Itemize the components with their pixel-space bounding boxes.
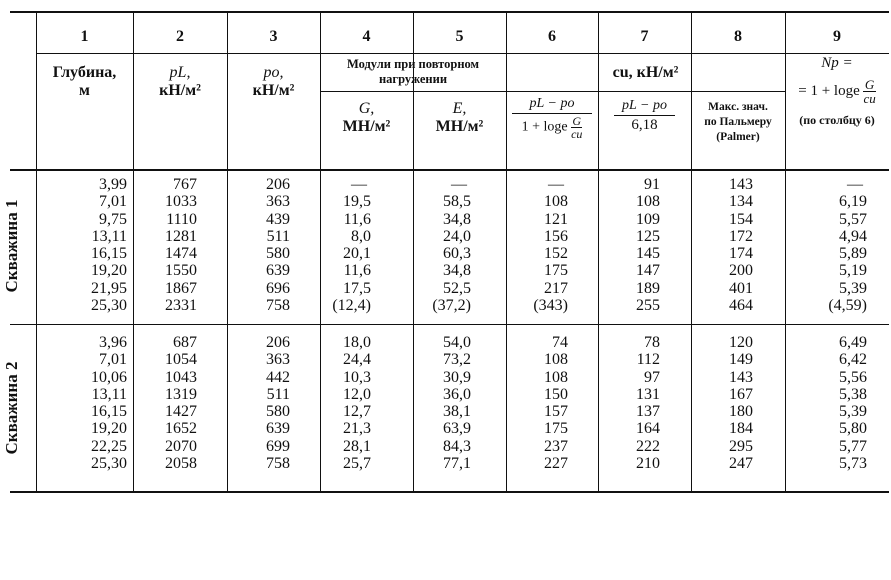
table-cell: —: [351, 176, 367, 193]
table-cell: 696: [266, 279, 290, 297]
table-cell: 13,11: [91, 227, 127, 245]
table-cell: 5,19: [839, 262, 867, 280]
table-cell: 1550: [165, 262, 197, 280]
table-cell: 363: [266, 351, 290, 369]
table-cell: 154: [729, 210, 753, 228]
table-cell: 145: [636, 245, 660, 263]
table-cell: 17,5: [343, 279, 371, 297]
table-cell: 78: [644, 334, 660, 351]
table-cell: 21,95: [91, 279, 127, 297]
column-po-group-1: [227, 176, 290, 314]
table-cell: 464: [729, 297, 753, 315]
table-cell: 11,6: [343, 210, 371, 228]
group-label-1: Скважина 1: [2, 199, 21, 293]
col-number-7: 7: [640, 28, 649, 45]
table-cell: 134: [729, 193, 753, 211]
cu6-formula: [506, 96, 598, 140]
table-cell: 112: [636, 351, 660, 369]
column-palmer-group-2: [691, 334, 753, 472]
table-cell: 21,3: [343, 420, 371, 438]
table-cell: 3,96: [99, 334, 127, 351]
column-g-group-1: [320, 176, 371, 314]
table-cell: 5,80: [839, 420, 867, 438]
table-cell: (343): [533, 297, 568, 315]
table-cell: 5,57: [839, 210, 867, 228]
np-header-line2-text: = 1 + loge: [798, 82, 860, 99]
table-cell: 38,1: [443, 403, 471, 421]
table-cell: 511: [266, 227, 290, 245]
table-cell: 54,0: [443, 334, 471, 351]
np-header: [785, 55, 889, 128]
table-cell: 109: [636, 210, 660, 228]
cu-group-header: cu, кН/м²: [612, 64, 679, 81]
column-e-group-1: [413, 176, 471, 314]
table-cell: 1652: [165, 420, 197, 438]
table-cell: 237: [544, 437, 568, 455]
cu7-formula-numerator: pL − po: [622, 98, 667, 113]
np-header-line2: [785, 78, 889, 105]
col-number-6: 6: [548, 28, 556, 45]
table-cell: (37,2): [432, 297, 471, 315]
g-header-unit: МН/м²: [342, 118, 391, 135]
cu6-formula-den-text: 1 + loge: [521, 119, 568, 135]
table-cell: 157: [544, 403, 568, 421]
table-cell: 174: [729, 245, 753, 263]
column-depth-group-2: [36, 334, 127, 472]
table-cell: 108: [636, 193, 660, 211]
cu6-formula-inner-frac: [571, 115, 582, 140]
table-cell: 7,01: [99, 193, 127, 211]
table-cell: 16,15: [91, 245, 127, 263]
table-cell: 511: [266, 385, 290, 403]
moduli-group-line2: нагружении: [378, 72, 448, 86]
table-cell: 12,0: [343, 385, 371, 403]
table-cell: 63,9: [443, 420, 471, 438]
table-cell: —: [548, 176, 564, 193]
table-cell: 149: [729, 351, 753, 369]
table-cell: 91: [644, 176, 660, 193]
cu7-formula-denominator: 6,18: [631, 117, 658, 133]
depth-header-line2: м: [79, 82, 90, 99]
table-cell: 164: [636, 420, 660, 438]
table-cell: 24,0: [443, 227, 471, 245]
table-cell: 1110: [166, 210, 197, 228]
table-cell: 2058: [165, 455, 197, 473]
table-cell: 6,49: [839, 334, 867, 351]
table-cell: 108: [544, 368, 568, 386]
po-header-unit: кН/м²: [252, 82, 295, 99]
col-number-1: 1: [80, 28, 89, 45]
table-cell: 150: [544, 385, 568, 403]
table-cell: 580: [266, 245, 290, 263]
table-cell: 5,56: [839, 368, 867, 386]
np-header-line1: Np =: [821, 55, 853, 71]
column-cu7-group-2: [598, 334, 660, 472]
table-cell: 1054: [165, 351, 197, 369]
table-cell: 1427: [165, 403, 197, 421]
table-cell: 699: [266, 437, 290, 455]
table-cell: 227: [544, 455, 568, 473]
table-cell: 1043: [165, 368, 197, 386]
table-cell: 156: [544, 227, 568, 245]
table-cell: 25,7: [343, 455, 371, 473]
table-cell: (12,4): [332, 297, 371, 315]
table-cell: 5,89: [839, 245, 867, 263]
col-number-4: 4: [362, 28, 371, 45]
table-cell: 639: [266, 420, 290, 438]
table-cell: 143: [729, 368, 753, 386]
cu6-formula-denominator: [506, 115, 598, 140]
col-number-3: 3: [269, 28, 278, 45]
moduli-group-header: [320, 57, 506, 87]
column-depth-group-1: [36, 176, 127, 314]
table-cell: 439: [266, 210, 290, 228]
column-g-group-2: [320, 334, 371, 472]
cu6-formula-inner-cu: cu: [571, 127, 583, 141]
table-cell: 143: [729, 176, 753, 193]
table-cell: 34,8: [443, 210, 471, 228]
g-header: [320, 100, 413, 136]
cu6-formula-inner-g: G: [572, 114, 582, 128]
table-cell: 1033: [165, 193, 197, 211]
header-bottom-rule: [10, 169, 889, 171]
table-cell: 77,1: [443, 455, 471, 473]
table-bottom-rule: [10, 491, 889, 493]
table-top-rule: [10, 11, 889, 13]
col-number-2: 2: [176, 28, 184, 45]
table-cell: 108: [544, 193, 568, 211]
table-cell: 84,3: [443, 437, 471, 455]
table-cell: 217: [544, 279, 568, 297]
table-cell: 36,0: [443, 385, 471, 403]
table-cell: 767: [173, 176, 197, 193]
table-cell: 255: [636, 297, 660, 315]
table-cell: 1867: [165, 279, 197, 297]
table-cell: 8,0: [351, 227, 371, 245]
e-header-symbol: E,: [452, 100, 467, 117]
pl-header-symbol: pL,: [169, 64, 191, 81]
table-cell: 758: [266, 297, 290, 315]
table-cell: 125: [636, 227, 660, 245]
table-cell: 152: [544, 245, 568, 263]
table-cell: 5,39: [839, 403, 867, 421]
group-separator-rule: [10, 324, 889, 325]
table-cell: 30,9: [443, 368, 471, 386]
table-cell: 121: [544, 210, 568, 228]
table-cell: 687: [173, 334, 197, 351]
depth-header-line1: Глубина,: [52, 64, 117, 81]
column-cu6-group-1: [506, 176, 568, 314]
table-cell: 16,15: [91, 403, 127, 421]
column-pl-group-1: [133, 176, 197, 314]
cu7-formula-bar: [614, 115, 675, 116]
po-header: [227, 64, 320, 100]
table-cell: 4,94: [839, 227, 867, 245]
column-e-group-2: [413, 334, 471, 472]
np-header-inner-frac: [863, 78, 875, 105]
table-cell: 2070: [165, 437, 197, 455]
table-cell: 11,6: [343, 262, 371, 280]
table-cell: 25,30: [91, 297, 127, 315]
column-np-group-2: [785, 334, 867, 472]
np-header-note: (по столбцу 6): [799, 113, 875, 127]
table-cell: 5,73: [839, 455, 867, 473]
table-cell: 73,2: [443, 351, 471, 369]
col-number-9: 9: [833, 28, 841, 45]
moduli-group-line1: Модули при повторном: [346, 57, 480, 71]
table-cell: 6,42: [839, 351, 867, 369]
table-cell: 28,1: [343, 437, 371, 455]
table-cell: 19,20: [91, 262, 127, 280]
table-cell: 180: [729, 403, 753, 421]
table-cell: 5,39: [839, 279, 867, 297]
table-cell: 147: [636, 262, 660, 280]
table-cell: 401: [729, 279, 753, 297]
po-header-symbol: po,: [263, 64, 284, 81]
column-po-group-2: [227, 334, 290, 472]
table-cell: 108: [544, 351, 568, 369]
table-cell: 247: [729, 455, 753, 473]
table-cell: 758: [266, 455, 290, 473]
pl-header: [133, 64, 227, 100]
column-np-group-1: [785, 176, 867, 314]
table-cell: 19,5: [343, 193, 371, 211]
table-cell: 1281: [165, 227, 197, 245]
table-cell: 580: [266, 403, 290, 421]
table-cell: 295: [729, 437, 753, 455]
subheader-rule: [320, 91, 785, 92]
table-cell: 210: [636, 455, 660, 473]
table-cell: 10,3: [343, 368, 371, 386]
depth-header: [36, 64, 133, 100]
e-header-unit: МН/м²: [435, 118, 484, 135]
column-cu7-group-1: [598, 176, 660, 314]
table-cell: 20,1: [343, 245, 371, 263]
table-cell: 131: [636, 385, 660, 403]
palmer-header: [691, 100, 785, 145]
table-cell: 639: [266, 262, 290, 280]
column-palmer-group-1: [691, 176, 753, 314]
g-header-symbol: G,: [358, 100, 375, 117]
table-cell: 22,25: [91, 437, 127, 455]
palmer-header-line1: Макс. знач.: [708, 101, 768, 113]
palmer-header-line3: (Palmer): [716, 131, 760, 143]
palmer-header-line2: по Пальмеру: [704, 116, 772, 128]
table-cell: 175: [544, 420, 568, 438]
table-cell: 137: [636, 403, 660, 421]
table-cell: 5,77: [839, 437, 867, 455]
table-cell: 1319: [165, 385, 197, 403]
table-cell: —: [847, 176, 863, 193]
col-number-8: 8: [734, 28, 742, 45]
table-cell: 58,5: [443, 193, 471, 211]
table-cell: 6,19: [839, 193, 867, 211]
numbers-row-rule: [36, 53, 889, 54]
table-cell: 363: [266, 193, 290, 211]
np-header-inner-g: G: [864, 77, 875, 92]
table-cell: 97: [644, 368, 660, 386]
table-cell: 206: [266, 176, 290, 193]
table-cell: 13,11: [91, 385, 127, 403]
table-cell: 184: [729, 420, 753, 438]
table-cell: 222: [636, 437, 660, 455]
table-cell: 74: [552, 334, 568, 351]
table-cell: 10,06: [91, 368, 127, 386]
table-cell: 9,75: [99, 210, 127, 228]
table-cell: 189: [636, 279, 660, 297]
table-cell: —: [451, 176, 467, 193]
np-header-inner-cu: cu: [863, 91, 876, 106]
table-cell: 24,4: [343, 351, 371, 369]
table-cell: 442: [266, 368, 290, 386]
table-cell: 175: [544, 262, 568, 280]
table-cell: 34,8: [443, 262, 471, 280]
cu7-formula: [598, 98, 691, 134]
table-cell: 167: [729, 385, 753, 403]
table-cell: 2331: [165, 297, 197, 315]
e-header: [413, 100, 506, 136]
table-cell: 60,3: [443, 245, 471, 263]
pl-header-unit: кН/м²: [159, 82, 201, 99]
table-cell: 1474: [165, 245, 197, 263]
table-cell: 25,30: [91, 455, 127, 473]
col-number-5: 5: [455, 28, 464, 45]
column-pl-group-2: [133, 334, 197, 472]
table-cell: 206: [266, 334, 290, 351]
table-cell: 7,01: [99, 351, 127, 369]
table-cell: 52,5: [443, 279, 471, 297]
table-cell: 18,0: [343, 334, 371, 351]
group-label-2: Скважина 2: [2, 361, 21, 455]
table-cell: (4,59): [828, 297, 867, 315]
table-cell: 3,99: [99, 176, 127, 193]
table-cell: 12,7: [343, 403, 371, 421]
column-cu6-group-2: [506, 334, 568, 472]
table-cell: 172: [729, 227, 753, 245]
cu6-formula-numerator: pL − po: [529, 96, 575, 111]
table-cell: 19,20: [91, 420, 127, 438]
table-cell: 120: [729, 334, 753, 351]
table-cell: 5,38: [839, 385, 867, 403]
table-cell: 200: [729, 262, 753, 280]
